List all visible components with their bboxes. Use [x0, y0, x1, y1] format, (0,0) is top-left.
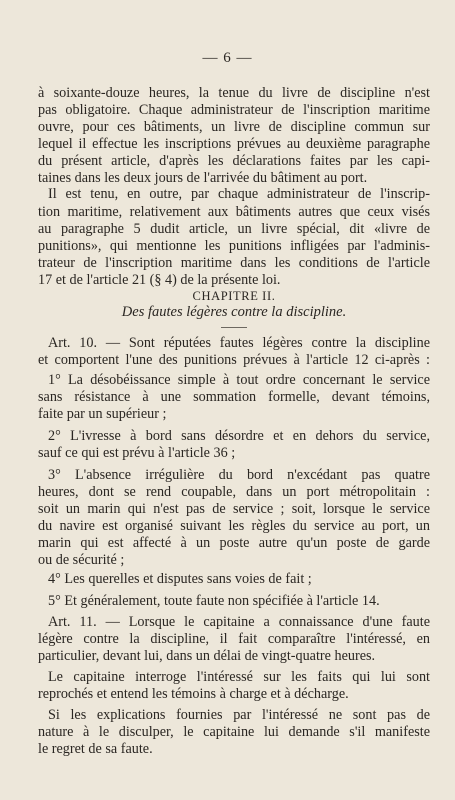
- text-line: ouvre, pour ces bâtiments, un livre de discipline commun sur: [38, 119, 430, 135]
- text-line: au paragraphe 5 dudit article, un livre spécial, dit «livre de: [38, 221, 430, 237]
- text-line: ou de sécurité ;: [38, 552, 125, 568]
- text-line: pas obligatoire. Chaque administrateur de l'inscription maritime: [38, 102, 430, 118]
- text-line: punitions», qui mentionne les punitions infligées par l'adminis-: [38, 238, 430, 254]
- text-line: tion maritime, relativement aux bâtiments autres que ceux visés: [38, 204, 430, 220]
- text-line: marin qui est affecté à un poste autre qu'un poste de garde: [38, 535, 430, 551]
- divider: [221, 327, 247, 328]
- text-line: Art. 10. — Sont réputées fautes légères contre la discipline: [48, 335, 430, 351]
- text-line: 1° La désobéissance simple à tout ordre concernant le service: [48, 372, 430, 388]
- chapter-title: Des fautes légères contre la discipline.: [121, 304, 347, 320]
- text-line: à soixante-douze heures, la tenue du livre de discipline n'est: [38, 85, 430, 101]
- text-line: Il est tenu, en outre, par chaque administrateur de l'inscrip-: [48, 186, 430, 202]
- text-line: Art. 11. — Lorsque le capitaine a connaissance d'une faute: [48, 614, 430, 630]
- text-line: 3° L'absence irrégulière du bord n'excédant pas quatre: [48, 467, 430, 483]
- text-line: du présent article, d'après les déclarations faites par les capi-: [38, 153, 430, 169]
- text-line: particulier, devant lui, dans un délai de vingt-quatre heures.: [38, 648, 376, 664]
- text-line: nature à le disculper, le capitaine lui demande s'il manifeste: [38, 724, 430, 740]
- text-line: Si les explications fournies par l'intéressé ne sont pas de: [48, 707, 430, 723]
- text-line: faite par un supérieur ;: [38, 406, 167, 422]
- text-line: 2° L'ivresse à bord sans désordre et en dehors du service,: [48, 428, 430, 444]
- text-line: 5° Et généralement, toute faute non spécifiée à l'article 14.: [48, 593, 380, 609]
- text-line: soit un marin qui n'est pas de service ; soit, lorsque le service: [38, 501, 430, 517]
- chapter-label: CHAPITRE II.: [192, 289, 276, 303]
- text-line: lequel il effectue les inscriptions prévues au deuxième paragraphe: [38, 136, 430, 152]
- text-line: Le capitaine interroge l'intéressé sur les faits qui lui sont: [48, 669, 430, 685]
- text-line: 17 et de l'article 21 (§ 4) de la présente loi.: [38, 272, 281, 288]
- text-line: sans résistance à une sommation formelle, devant témoins,: [38, 389, 430, 405]
- text-line: heures, dont se rend coupable, dans un port métropolitain :: [38, 484, 430, 500]
- text-line: le regret de sa faute.: [38, 741, 153, 757]
- text-line: et comportent l'une des punitions prévues à l'article 12 ci-après :: [38, 352, 430, 368]
- text-line: 4° Les querelles et disputes sans voies de fait ;: [48, 571, 312, 587]
- text-line: taines dans les deux jours de l'arrivée du bâtiment au port.: [38, 170, 368, 186]
- text-line: sauf ce qui est prévu à l'article 36 ;: [38, 445, 236, 461]
- page-number: — 6 —: [202, 50, 253, 66]
- text-line: légère contre la discipline, il fait comparaître l'intéressé, en: [38, 631, 430, 647]
- text-line: du navire est organisé suivant les règles du service au port, un: [38, 518, 430, 534]
- text-line: trateur de l'inscription maritime dans les conditions de l'article: [38, 255, 430, 271]
- text-line: reprochés et entend les témoins à charge et à décharge.: [38, 686, 349, 702]
